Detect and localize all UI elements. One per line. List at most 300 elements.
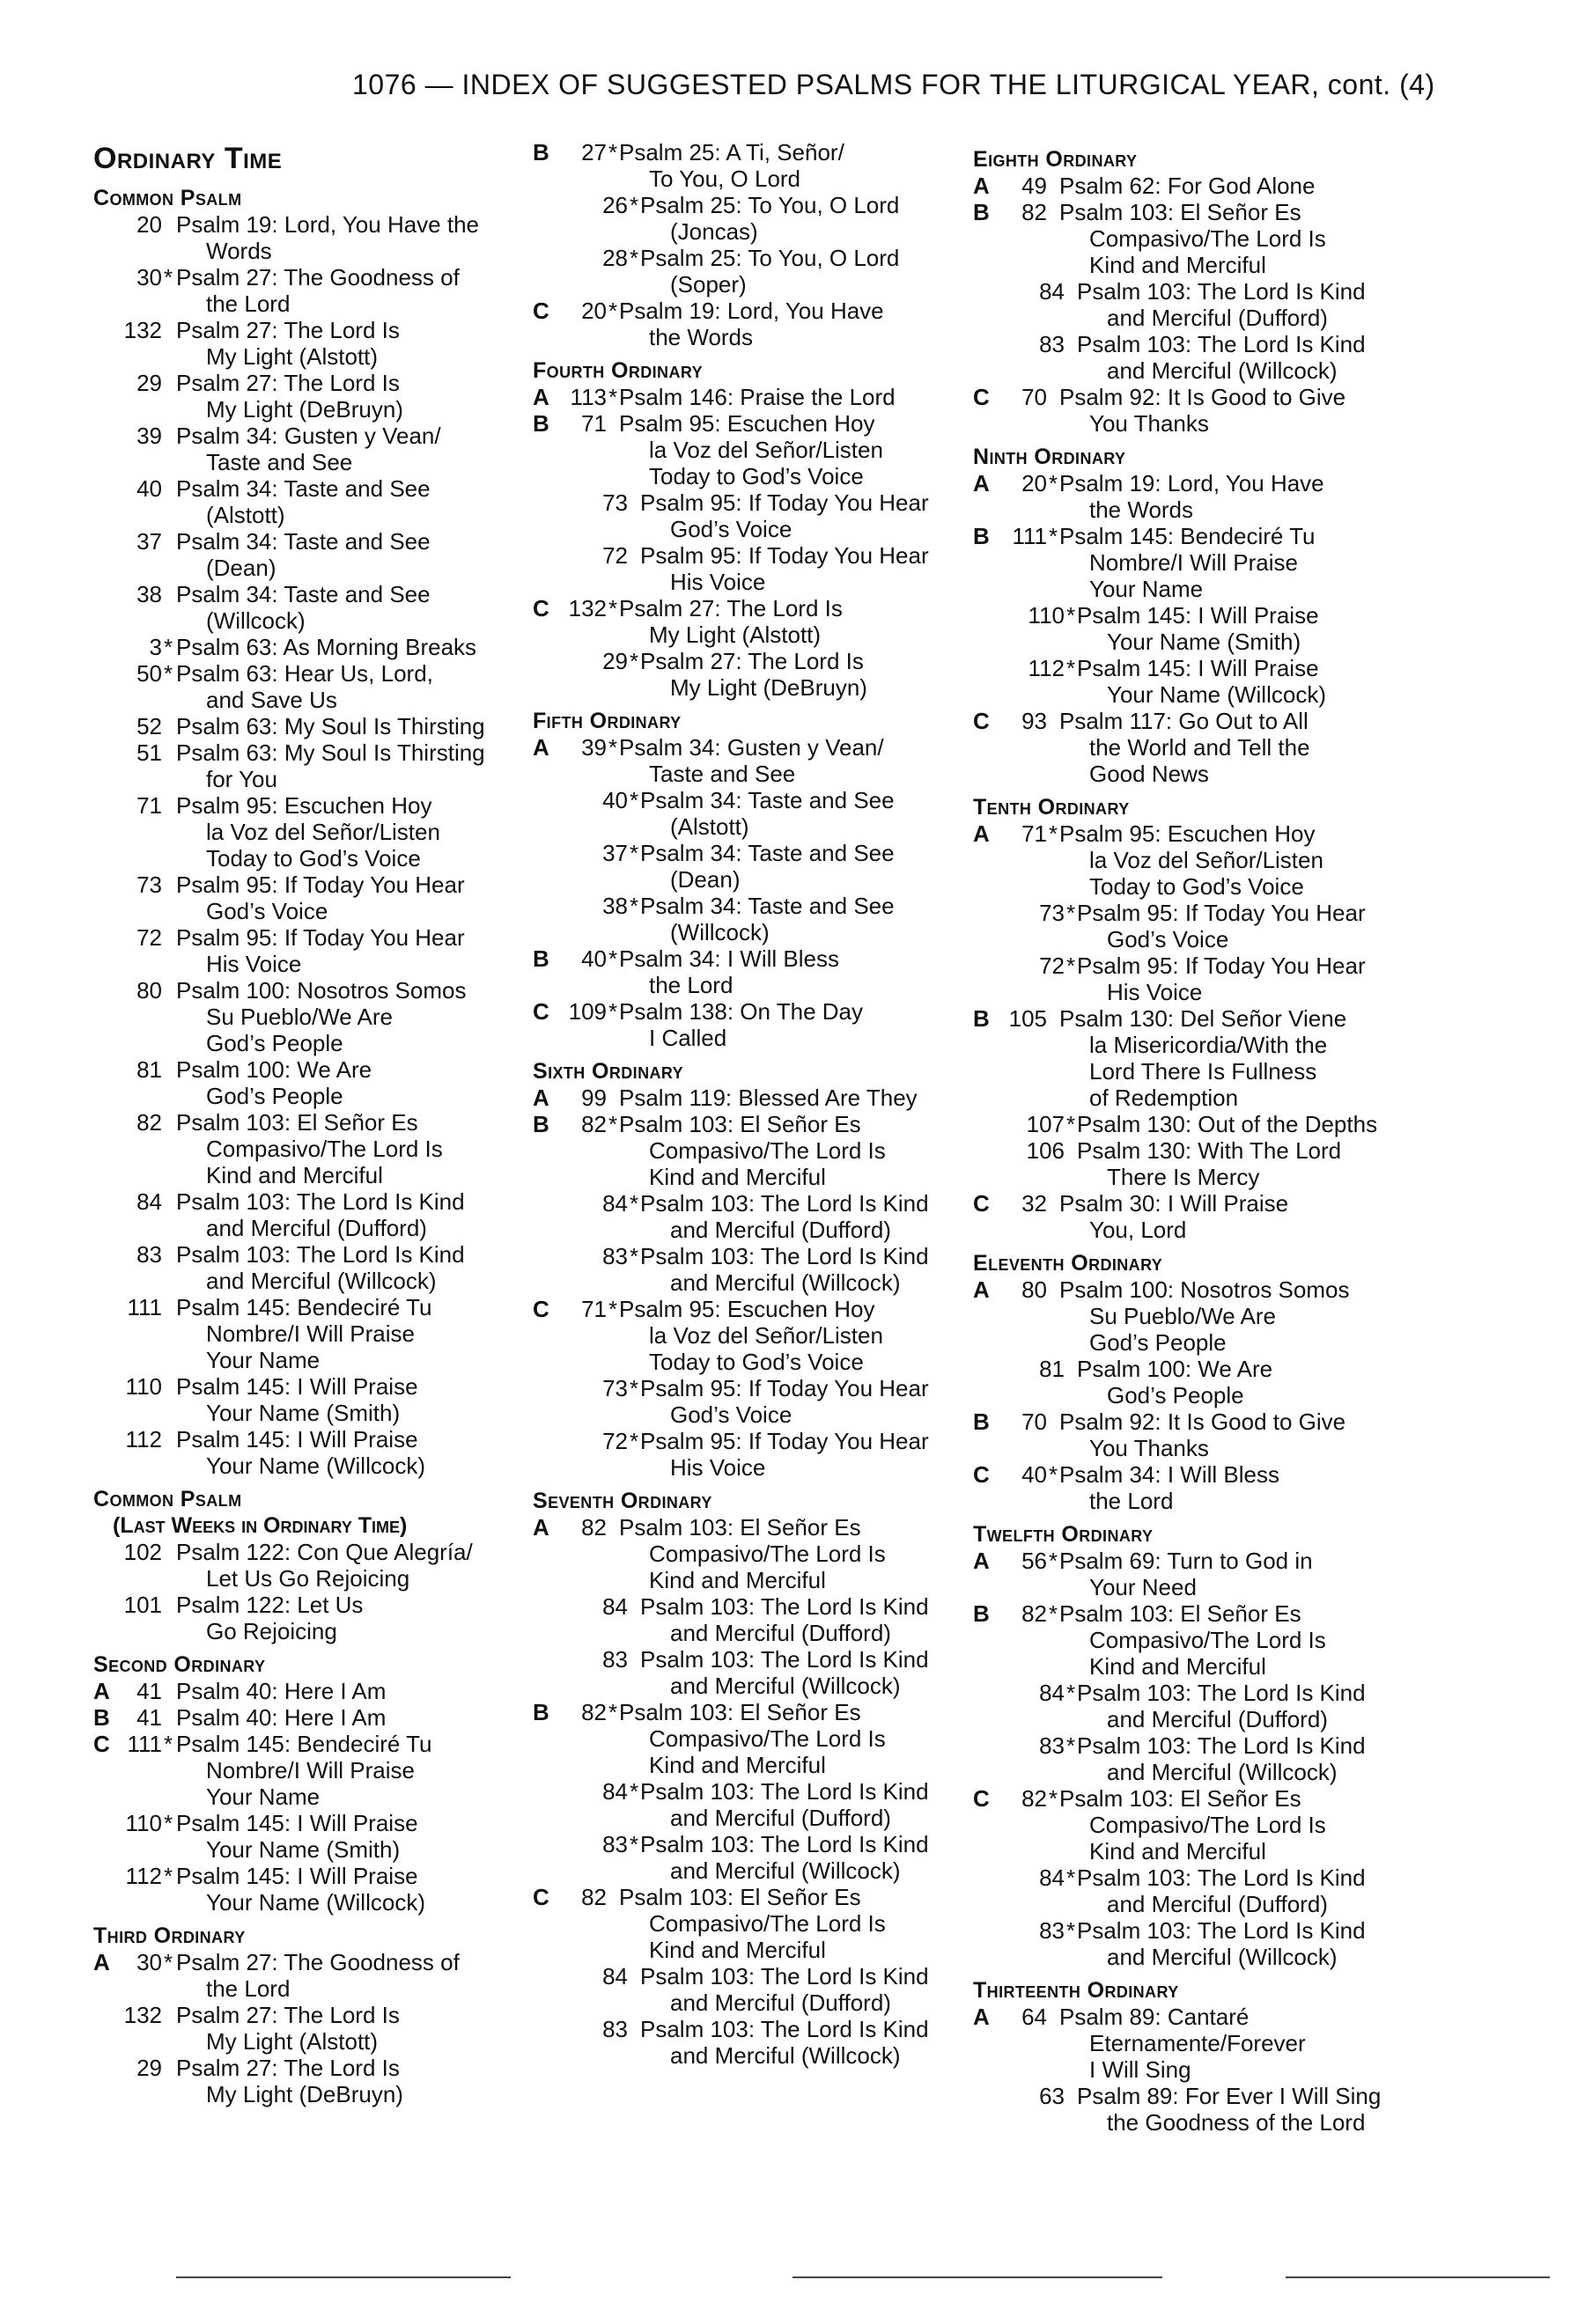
asterisk-marker: * — [630, 893, 639, 919]
psalm-title-line: Psalm 62: For God Alone — [1059, 173, 1316, 199]
index-entry — [93, 581, 516, 634]
psalm-title-line: Psalm 103: El Señor Es — [176, 1109, 418, 1136]
year-letter: C — [973, 708, 990, 734]
asterisk-marker: * — [164, 1863, 173, 1889]
hymn-number: 101 — [123, 1592, 162, 1618]
psalm-title-line: Psalm 103: El Señor Es — [1059, 1600, 1301, 1627]
psalm-title-line: Psalm 89: Cantaré — [1059, 2004, 1250, 2030]
asterisk-marker: * — [1066, 900, 1076, 926]
index-entry — [973, 708, 1431, 787]
year-letter: A — [533, 1514, 549, 1541]
hymn-number: 71 — [136, 792, 162, 819]
year-letter: B — [973, 199, 990, 225]
index-entry — [973, 602, 1431, 655]
psalm-title-continuation: God’s Voice — [206, 898, 328, 924]
psalm-title-line: Psalm 103: The Lord Is Kind — [1077, 1680, 1366, 1706]
psalm-title-line: Psalm 145: I Will Praise — [176, 1863, 418, 1889]
psalm-title-continuation: and Merciful (Dufford) — [670, 1217, 891, 1243]
index-entry — [533, 2016, 955, 2069]
year-letter: C — [533, 298, 549, 324]
psalm-title-line: Psalm 100: Nosotros Somos — [1059, 1276, 1350, 1303]
hymn-number: 110 — [125, 1810, 162, 1836]
psalm-title-line: Psalm 130: Del Señor Viene — [1059, 1005, 1347, 1032]
psalm-title-line: Psalm 27: The Lord Is — [176, 2002, 400, 2028]
section-heading: Eleventh Ordinary — [973, 1251, 1163, 1276]
index-entry — [93, 317, 516, 370]
psalm-title-line: Psalm 25: A Ti, Señor/ — [619, 139, 844, 165]
psalm-title-continuation: My Light (DeBruyn) — [206, 396, 403, 423]
section-heading: Second Ordinary — [93, 1652, 266, 1677]
hymn-number: 73 — [602, 489, 628, 516]
index-entry — [533, 998, 955, 1051]
index-entry — [533, 734, 955, 787]
hymn-number: 109 — [568, 998, 607, 1025]
psalm-title-line: Psalm 34: Gusten y Vean/ — [176, 423, 441, 449]
asterisk-marker: * — [1066, 1864, 1076, 1891]
psalm-title-line: Psalm 103: The Lord Is Kind — [640, 1243, 929, 1269]
asterisk-marker: * — [630, 245, 639, 271]
hymn-number: 84 — [602, 1963, 628, 1989]
hymn-number: 82 — [581, 1111, 607, 1137]
psalm-title-continuation: la Voz del Señor/Listen — [649, 1322, 883, 1349]
hymn-number: 132 — [568, 595, 607, 621]
psalm-title-line: Psalm 103: The Lord Is Kind — [640, 2016, 929, 2042]
index-entry — [973, 1190, 1431, 1243]
index-column-2 — [533, 139, 955, 2069]
hymn-number: 84 — [602, 1190, 628, 1217]
index-entry — [973, 1600, 1431, 1680]
hymn-number: 72 — [602, 542, 628, 569]
index-entry — [93, 1678, 516, 1704]
hymn-number: 83 — [1039, 1732, 1065, 1759]
asterisk-marker: * — [630, 648, 639, 674]
year-letter: B — [533, 1111, 549, 1137]
index-entry — [533, 648, 955, 701]
psalm-title-continuation: Let Us Go Rejoicing — [206, 1565, 410, 1592]
psalm-title-line: Psalm 95: Escuchen Hoy — [619, 1296, 875, 1322]
psalm-title-line: Psalm 34: Taste and See — [640, 787, 895, 813]
hymn-number: 20 — [1021, 470, 1047, 496]
year-letter: B — [533, 945, 549, 972]
index-entry — [533, 1514, 955, 1593]
asterisk-marker: * — [608, 595, 618, 621]
psalm-title-continuation: Su Pueblo/We Are — [1089, 1303, 1276, 1329]
index-entry — [973, 470, 1431, 523]
year-letter: A — [533, 734, 549, 761]
psalm-title-line: Psalm 95: If Today You Hear — [1077, 952, 1366, 979]
psalm-title-continuation: My Light (DeBruyn) — [206, 2081, 403, 2107]
index-entry — [973, 1864, 1431, 1917]
year-letter: B — [533, 1699, 549, 1725]
index-entry — [973, 1732, 1431, 1785]
index-entry — [93, 977, 516, 1056]
psalm-title-continuation: and Merciful (Willcock) — [670, 1673, 901, 1699]
hymn-number: 26 — [602, 192, 628, 218]
psalm-title-continuation: Kind and Merciful — [649, 1567, 826, 1593]
section-heading: Twelfth Ordinary — [973, 1522, 1154, 1547]
psalm-title-line: Psalm 103: The Lord Is Kind — [1077, 278, 1366, 305]
psalm-title-line: Psalm 103: El Señor Es — [619, 1884, 861, 1910]
asterisk-marker: * — [164, 660, 173, 687]
index-entry — [93, 1294, 516, 1373]
hymn-number: 73 — [1039, 900, 1065, 926]
hymn-number: 132 — [123, 2002, 162, 2028]
psalm-title-line: Psalm 145: I Will Praise — [176, 1810, 418, 1836]
psalm-title-line: Psalm 34: Gusten y Vean/ — [619, 734, 884, 761]
psalm-title-continuation: God’s People — [1107, 1382, 1244, 1408]
index-entry — [973, 173, 1431, 199]
index-entry — [533, 1831, 955, 1884]
index-column-3 — [973, 139, 1431, 2136]
psalm-title-line: Psalm 103: The Lord Is Kind — [640, 1190, 929, 1217]
index-entry — [973, 199, 1431, 278]
hymn-number: 38 — [602, 893, 628, 919]
hymn-number: 84 — [136, 1188, 162, 1215]
psalm-title-continuation: Your Name (Smith) — [1107, 629, 1301, 655]
psalm-title-line: Psalm 103: The Lord Is Kind — [640, 1646, 929, 1673]
footer-rule — [792, 2276, 1162, 2278]
psalm-title-continuation: the Words — [649, 324, 754, 350]
asterisk-marker: * — [1049, 1600, 1058, 1627]
index-entry — [93, 739, 516, 792]
psalm-title-continuation: Your Need — [1089, 1574, 1197, 1600]
asterisk-marker: * — [630, 787, 639, 813]
index-entry — [93, 475, 516, 528]
psalm-title-continuation: Today to God’s Voice — [206, 845, 421, 872]
psalm-title-line: Psalm 130: With The Lord — [1077, 1137, 1342, 1164]
hymn-number: 84 — [602, 1593, 628, 1620]
section-heading: Seventh Ordinary — [533, 1489, 712, 1513]
index-entry — [973, 952, 1431, 1005]
psalm-title-line: Psalm 92: It Is Good to Give — [1059, 384, 1346, 410]
psalm-title-continuation: of Redemption — [1089, 1085, 1239, 1111]
hymn-number: 29 — [136, 2055, 162, 2081]
hymn-number: 83 — [602, 2016, 628, 2042]
index-entry — [533, 945, 955, 998]
year-letter: A — [973, 820, 990, 847]
psalm-title-continuation: Compasivo/The Lord Is — [206, 1136, 443, 1162]
year-letter: A — [973, 1276, 990, 1303]
page-number: 1076 — [352, 69, 417, 100]
hymn-number: 71 — [581, 1296, 607, 1322]
hymn-number: 111 — [127, 1294, 162, 1320]
psalm-title-line: Psalm 103: The Lord Is Kind — [1077, 1864, 1366, 1891]
psalm-title-line: Psalm 119: Blessed Are They — [619, 1085, 918, 1111]
psalm-title-continuation: God’s Voice — [670, 516, 792, 542]
hymn-number: 112 — [1028, 655, 1065, 681]
psalm-title-continuation: la Voz del Señor/Listen — [649, 437, 883, 463]
psalm-title-continuation: My Light (Alstott) — [206, 343, 379, 370]
index-entry — [973, 1276, 1431, 1356]
psalm-title-continuation: Kind and Merciful — [1089, 1838, 1266, 1864]
psalm-title-continuation: God’s People — [206, 1083, 343, 1109]
index-entry — [533, 384, 955, 410]
year-letter: A — [93, 1678, 110, 1704]
hymn-number: 39 — [136, 423, 162, 449]
hymn-number: 81 — [136, 1056, 162, 1083]
psalm-title-continuation: Your Name (Willcock) — [206, 1889, 425, 1916]
asterisk-marker: * — [1066, 1111, 1076, 1137]
psalm-title-continuation: Taste and See — [649, 761, 796, 787]
psalm-title-line: Psalm 19: Lord, You Have — [1059, 470, 1324, 496]
psalm-title-continuation: Your Name (Smith) — [206, 1836, 401, 1863]
index-entry — [973, 820, 1431, 900]
year-letter: B — [973, 523, 990, 549]
psalm-title-continuation: (Willcock) — [206, 607, 306, 634]
running-head — [352, 69, 1435, 101]
psalm-title-continuation: la Misericordia/With the — [1089, 1032, 1328, 1058]
hymn-number: 52 — [136, 713, 162, 739]
hymn-number: 71 — [1021, 820, 1047, 847]
year-letter: C — [973, 1785, 990, 1812]
psalm-title-line: Psalm 25: To You, O Lord — [640, 192, 900, 218]
asterisk-marker: * — [608, 734, 618, 761]
psalm-title-continuation: (Alstott) — [206, 502, 285, 528]
index-entry — [93, 1731, 516, 1810]
psalm-title-line: Psalm 103: The Lord Is Kind — [640, 1778, 929, 1805]
index-entry — [93, 1704, 516, 1731]
index-entry — [93, 1863, 516, 1916]
asterisk-marker: * — [608, 384, 618, 410]
section-title: Ordinary Time — [93, 142, 283, 175]
index-entry — [533, 1428, 955, 1481]
footer-rule — [176, 2276, 511, 2278]
psalm-title-line: Psalm 63: My Soul Is Thirsting — [176, 739, 485, 766]
asterisk-marker: * — [1049, 470, 1058, 496]
hymn-number: 37 — [136, 528, 162, 555]
hymn-number: 3 — [149, 634, 162, 660]
hymn-number: 40 — [581, 945, 607, 972]
hymn-number: 37 — [602, 840, 628, 866]
year-letter: B — [973, 1005, 990, 1032]
psalm-title-continuation: His Voice — [206, 951, 302, 977]
hymn-number: 39 — [581, 734, 607, 761]
hymn-number: 84 — [1039, 1864, 1065, 1891]
hymn-number: 50 — [136, 660, 162, 687]
hymn-number: 32 — [1021, 1190, 1047, 1217]
hymn-number: 56 — [1021, 1548, 1047, 1574]
hymn-number: 30 — [136, 1949, 162, 1975]
psalm-title-line: Psalm 27: The Goodness of — [176, 264, 460, 290]
index-column-1 — [93, 139, 516, 2107]
index-entry — [533, 1699, 955, 1778]
index-entry — [93, 660, 516, 713]
psalm-title-line: Psalm 63: As Morning Breaks — [176, 634, 477, 660]
section-heading: Fourth Ordinary — [533, 358, 703, 383]
year-letter: C — [533, 595, 549, 621]
psalm-title-continuation: the Lord — [206, 1975, 291, 2002]
psalm-title-line: Psalm 95: If Today You Hear — [640, 1375, 929, 1401]
index-entry — [973, 1005, 1431, 1111]
index-entry — [93, 1426, 516, 1479]
hymn-number: 83 — [602, 1646, 628, 1673]
psalm-title-continuation: Your Name — [206, 1347, 321, 1373]
hymn-number: 41 — [136, 1704, 162, 1731]
hymn-number: 20 — [136, 211, 162, 238]
hymn-number: 82 — [581, 1884, 607, 1910]
hymn-number: 83 — [602, 1831, 628, 1857]
psalm-title-line: Psalm 145: I Will Praise — [176, 1373, 418, 1400]
psalm-title-continuation: and Merciful (Willcock) — [670, 1269, 901, 1296]
psalm-title-continuation: Kind and Merciful — [649, 1164, 826, 1190]
psalm-title-continuation: Taste and See — [206, 449, 353, 475]
psalm-title-line: Psalm 103: El Señor Es — [1059, 1785, 1301, 1812]
psalm-title-line: Psalm 63: My Soul Is Thirsting — [176, 713, 485, 739]
hymn-number: 80 — [136, 977, 162, 1004]
hymn-number: 83 — [602, 1243, 628, 1269]
hymn-number: 40 — [1021, 1461, 1047, 1488]
hymn-number: 80 — [1021, 1276, 1047, 1303]
asterisk-marker: * — [630, 192, 639, 218]
psalm-title-line: Psalm 103: The Lord Is Kind — [176, 1188, 465, 1215]
index-entry — [973, 2004, 1431, 2083]
psalm-title-continuation: Nombre/I Will Praise — [206, 1320, 415, 1347]
asterisk-marker: * — [608, 1111, 618, 1137]
year-letter: C — [93, 1731, 110, 1757]
index-entry — [533, 1778, 955, 1831]
psalm-title-continuation: His Voice — [670, 569, 766, 595]
psalm-title-continuation: and Merciful (Dufford) — [670, 1989, 891, 2016]
psalm-title-line: Psalm 145: Bendeciré Tu — [1059, 523, 1316, 549]
psalm-title-continuation: and Merciful (Dufford) — [1107, 1706, 1328, 1732]
year-letter: C — [973, 384, 990, 410]
hymn-number: 82 — [1021, 199, 1047, 225]
index-entry — [973, 655, 1431, 708]
index-entry — [93, 1241, 516, 1294]
psalm-title-continuation: the Lord — [206, 290, 291, 317]
hymn-number: 29 — [602, 648, 628, 674]
psalm-title-line: Psalm 34: Taste and See — [176, 581, 431, 607]
section-heading: Third Ordinary — [93, 1923, 246, 1948]
section-heading: Fifth Ordinary — [533, 709, 682, 733]
psalm-title-continuation: God’s Voice — [1107, 926, 1229, 952]
asterisk-marker: * — [630, 1778, 639, 1805]
psalm-title-line: Psalm 145: Bendeciré Tu — [176, 1294, 432, 1320]
hymn-number: 84 — [1039, 1680, 1065, 1706]
psalm-title-continuation: His Voice — [1107, 979, 1203, 1005]
index-entry — [973, 1408, 1431, 1461]
index-entry — [533, 1111, 955, 1190]
psalm-title-line: Psalm 138: On The Day — [619, 998, 863, 1025]
psalm-title-continuation: and Merciful (Willcock) — [670, 2042, 901, 2069]
psalm-title-continuation: Kind and Merciful — [1089, 252, 1266, 278]
hymn-number: 64 — [1021, 2004, 1047, 2030]
psalm-title-line: Psalm 103: El Señor Es — [619, 1699, 861, 1725]
hymn-number: 106 — [1026, 1137, 1065, 1164]
hymn-number: 72 — [136, 924, 162, 951]
psalm-title-line: Psalm 19: Lord, You Have — [619, 298, 884, 324]
psalm-title-continuation: God’s People — [1089, 1329, 1227, 1356]
index-entry — [93, 872, 516, 924]
section-heading: Thirteenth Ordinary — [973, 1978, 1179, 2003]
hymn-number: 29 — [136, 370, 162, 396]
section-heading: Ninth Ordinary — [973, 445, 1126, 469]
hymn-number: 27 — [581, 139, 607, 165]
psalm-title-line: Psalm 95: If Today You Hear — [640, 1428, 929, 1454]
hymn-number: 72 — [602, 1428, 628, 1454]
index-entry — [973, 523, 1431, 602]
psalm-title-line: Psalm 27: The Goodness of — [176, 1949, 460, 1975]
psalm-title-continuation: God’s People — [206, 1030, 343, 1056]
psalm-title-continuation: Kind and Merciful — [1089, 1653, 1266, 1680]
psalm-title-continuation: Kind and Merciful — [649, 1937, 826, 1963]
psalm-title-continuation: Today to God’s Voice — [1089, 873, 1304, 900]
psalm-title-line: Psalm 103: El Señor Es — [619, 1514, 861, 1541]
asterisk-marker: * — [164, 1810, 173, 1836]
index-entry — [973, 278, 1431, 331]
psalm-title-line: Psalm 25: To You, O Lord — [640, 245, 900, 271]
psalm-title-continuation: and Save Us — [206, 687, 337, 713]
psalm-title-line: Psalm 63: Hear Us, Lord, — [176, 660, 433, 687]
psalm-title-line: Psalm 95: If Today You Hear — [640, 542, 929, 569]
index-entry — [93, 1949, 516, 2002]
index-entry — [93, 211, 516, 264]
index-entry — [533, 1296, 955, 1375]
year-letter: C — [973, 1190, 990, 1217]
hymn-number: 73 — [602, 1375, 628, 1401]
year-letter: B — [93, 1704, 110, 1731]
asterisk-marker: * — [630, 1190, 639, 1217]
asterisk-marker: * — [1049, 523, 1058, 549]
asterisk-marker: * — [1066, 1917, 1076, 1944]
hymn-number: 132 — [123, 317, 162, 343]
psalm-title-continuation: and Merciful (Dufford) — [670, 1805, 891, 1831]
psalm-title-line: Psalm 34: Taste and See — [640, 893, 895, 919]
hymn-number: 83 — [1039, 1917, 1065, 1944]
psalm-title-line: Psalm 103: The Lord Is Kind — [1077, 1732, 1366, 1759]
psalm-title-continuation: and Merciful (Willcock) — [1107, 357, 1338, 384]
psalm-title-line: Psalm 27: The Lord Is — [176, 370, 400, 396]
psalm-title-line: Psalm 100: We Are — [176, 1056, 372, 1083]
hymn-number: 40 — [602, 787, 628, 813]
psalm-title-line: Psalm 34: I Will Bless — [619, 945, 839, 972]
index-entry — [533, 1884, 955, 1963]
psalm-title-continuation: To You, O Lord — [649, 165, 801, 192]
index-entry — [533, 489, 955, 542]
hymn-number: 71 — [581, 410, 607, 437]
asterisk-marker: * — [1049, 1785, 1058, 1812]
year-letter: A — [973, 1548, 990, 1574]
hymn-number: 28 — [602, 245, 628, 271]
psalm-title-continuation: Your Name — [1089, 576, 1204, 602]
index-entry — [533, 1963, 955, 2016]
year-letter: B — [533, 410, 549, 437]
hymn-number: 112 — [125, 1426, 162, 1452]
asterisk-marker: * — [608, 945, 618, 972]
index-entry — [533, 893, 955, 945]
psalm-title-continuation: Eternamente/Forever — [1089, 2030, 1306, 2056]
asterisk-marker: * — [1066, 655, 1076, 681]
hymn-number: 72 — [1039, 952, 1065, 979]
psalm-title-continuation: (Alstott) — [670, 813, 749, 840]
asterisk-marker: * — [608, 998, 618, 1025]
psalm-title-continuation: la Voz del Señor/Listen — [1089, 847, 1323, 873]
hymn-number: 41 — [136, 1678, 162, 1704]
hymn-number: 84 — [1039, 278, 1065, 305]
year-letter: A — [973, 470, 990, 496]
index-entry — [533, 1243, 955, 1296]
hymn-number: 82 — [1021, 1785, 1047, 1812]
psalm-title-line: Psalm 95: If Today You Hear — [1077, 900, 1366, 926]
psalm-title-continuation: and Merciful (Dufford) — [1107, 305, 1328, 331]
psalm-title-line: Psalm 95: If Today You Hear — [176, 924, 465, 951]
asterisk-marker: * — [608, 139, 618, 165]
hymn-number: 70 — [1021, 384, 1047, 410]
year-letter: C — [533, 998, 549, 1025]
index-entry — [93, 264, 516, 317]
psalm-title-continuation: Nombre/I Will Praise — [1089, 549, 1298, 576]
psalm-title-line: Psalm 69: Turn to God in — [1059, 1548, 1313, 1574]
